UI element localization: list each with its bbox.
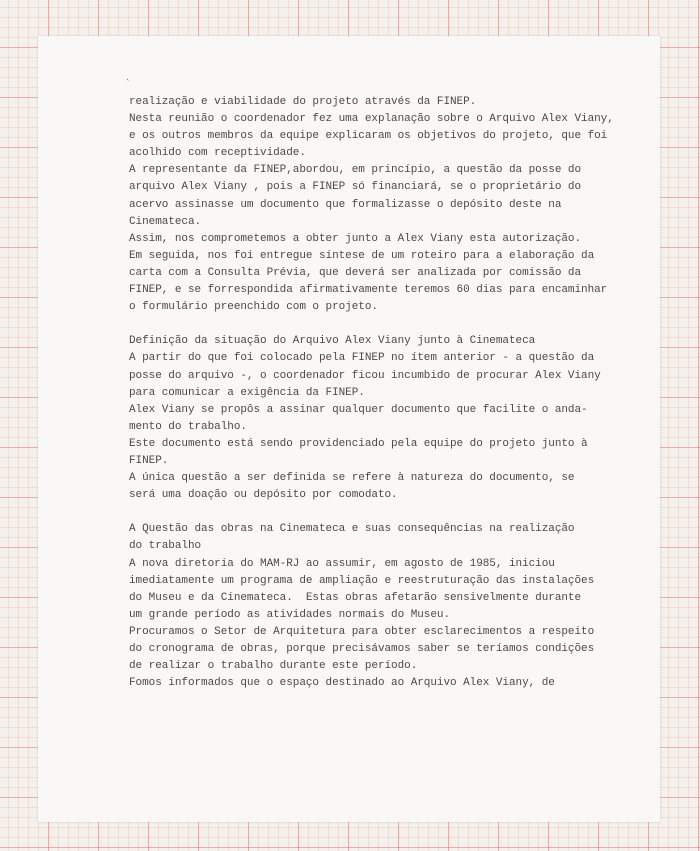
text-line: A nova diretoria do MAM-RJ ao assumir, em agosto de 1985, iniciou: [129, 557, 555, 570]
text-line: Cinemateca.: [129, 215, 202, 228]
text-line: um grande período as atividades normais do Museu.: [129, 608, 451, 621]
text-line: Este documento está sendo providenciado pela equipe do projeto junto à: [129, 437, 588, 450]
text-line: arquivo Alex Viany , pois a FINEP só financiará, se o proprietário do: [129, 181, 582, 194]
section-heading: do trabalho: [129, 540, 202, 553]
text-line: Em seguida, nos foi entregue síntese de um roteiro para a elaboração da: [129, 249, 595, 262]
text-line: realização e viabilidade do projeto através da FINEP.: [129, 96, 477, 108]
text-line: o formulário preenchido com o projeto.: [129, 301, 378, 314]
text-line: FINEP, e se forrespondida afirmativamente teremos 60 dias para encaminhar: [129, 284, 608, 297]
typed-text: [129, 94, 614, 692]
text-line: A partir do que foi colocado pela FINEP no ítem anterior - a questão da: [129, 352, 595, 365]
text-line: acolhido com receptividade.: [129, 147, 306, 160]
text-line: do cronograma de obras, porque precisávamos saber se teríamos condições: [129, 643, 595, 655]
text-line: será uma doação ou depósito por comodato.: [129, 489, 398, 502]
text-line: Alex Viany se propôs a assinar qualquer documento que facilite o anda-: [129, 403, 588, 416]
text-line: Fomos informados que o espaço destinado ao Arquivo Alex Viany, de: [129, 677, 555, 690]
typewriter-mark: ˎ: [125, 71, 131, 81]
text-line: do Museu e da Cinemateca. Estas obras afetarão sensivelmente durante: [129, 591, 582, 604]
text-line: de realizar o trabalho durante este período.: [129, 660, 418, 673]
text-line: Assim, nos comprometemos a obter junto a Alex Viany esta autorização.: [129, 232, 582, 245]
text-line: Procuramos o Setor de Arquitetura para obter esclarecimentos a respeito: [129, 625, 595, 638]
text-line: carta com a Consulta Prévia, que deverá ser analizada por comissão da: [129, 266, 582, 279]
text-line: mento do trabalho.: [129, 420, 247, 433]
text-line: imediatamente um programa de ampliação e reestruturação das instalações: [129, 574, 595, 587]
section-heading: Definição da situação do Arquivo Alex Viany junto à Cinemateca: [129, 335, 536, 348]
text-line: A única questão a ser definida se refere à natureza do documento, se: [129, 472, 575, 485]
text-line: Nesta reunião o coordenador fez uma explanação sobre o Arquivo Alex Viany,: [129, 113, 614, 126]
text-line: e os outros membros da equipe explicaram os objetivos do projeto, que foi: [129, 130, 608, 143]
blank-line: [129, 504, 599, 521]
text-line: acervo assinasse um documento que formalizasse o depósito deste na: [129, 198, 562, 211]
text-line: A representante da FINEP,abordou, em princípio, a questão da posse do: [129, 164, 582, 177]
section-heading: A Questão das obras na Cinemateca e suas consequências na realização: [129, 523, 575, 536]
text-line: FINEP.: [129, 454, 169, 467]
text-line: posse do arquivo -, o coordenador ficou incumbido de procurar Alex Viany: [129, 369, 601, 382]
blank-line: [129, 316, 599, 333]
text-line: para comunicar a exigência da FINEP.: [129, 386, 365, 399]
